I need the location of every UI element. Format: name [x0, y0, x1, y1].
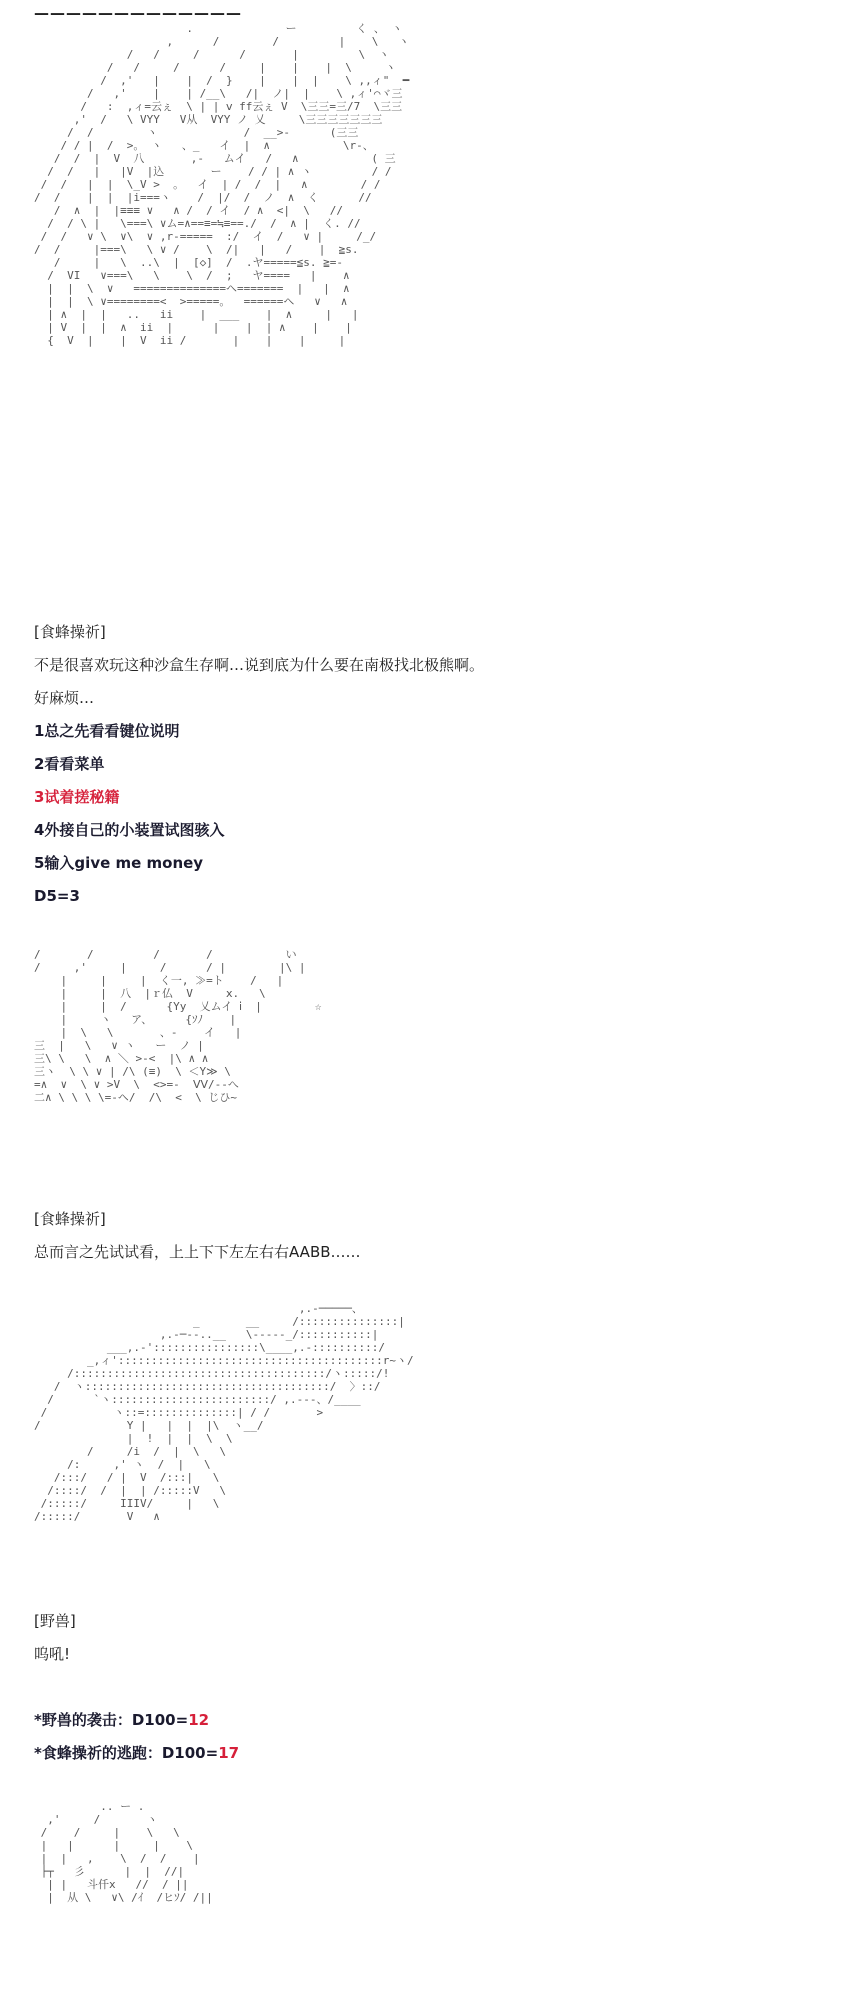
- ascii-art-shokuhou-1: . ー く 、 ヽ , / / | \ ヽ / / / / | \ ヽ / / / / | | | \ ヽ / ,' | | / } | | | \ ,,ィ" ━ / ,' | | /__\ /| ノ| | \ ,ィ'⌒ヾ三 / : ,ィ=云ぇ \ | | ⅴ ff云ぇ V \三三=三/7 \三三 ,' / \ VYY V从 VYY ノ 乂 \三三三三三三三 / / ヽ / __>- (三三 / / | / >。 ヽ 、_ イ | ∧ \r-、 / / | V 八 ,- ムイ / ∧ ( 三 / / | |V |込 ー / / | ∧ ヽ / / / / | | \_V > 。 イ | / / | ∧ / / / / | | |i===ヽ / |/ / ノ ∧ く // / ∧ | |≡≡≡ ∨ ∧ / / イ / ∧ <| \ // / / \ | \===\ ∨ム=∧==≡=≒≡==./ / ∧ | く. // / / ∨ \ ∨\ ∨ ,r-===== :/ イ / ∨ | /_/ / / |===\ \ ∨ / \ /| | / | ≧s. / | \ ..\ | [◇] / .ヤ=====≦s. ≧=- / VI ∨===\ \ \ / ; ヤ==== | ∧ | | \ ∨ ==============ヘ======= | | ∧ | | \ ∨========< >=====。 ======ヘ ∨ ∧ | ∧ | | .. ii | ___ | ∧ | | | V | | ∧ ii | | | | ∧ | | { V | | V ii / | | | |: [34, 22, 410, 347]
- roll-beast-attack-label: *野兽的袭击：D100=: [34, 1711, 189, 1729]
- ascii-art-shokuhou-2: / / / / い / ,' | / / | |\ | | | | く一, ≫=ト / | | | 八 |ｒ仏 V ⅹ. \ | | / {Yy 乂ムイ ⅰ | ☆ | ヽ ア、 {ｿﾉ | | \ \ 、- イ | 三 | \ ∨ ヽ ー ノ | 三\ \ \ ∧ ＼ >-< |\ ∧ ∧ 三ヽ \ \ ∨ | /\ (≡) \ ＜Y≫ \ =∧ ∨ \ ∨ >V \ <>=- ⅤⅤ/--へ 二∧ \ \ \ \=-ヘ/ /\ < \ じひ~: [34, 948, 322, 1104]
- dialogue-line-3: 总而言之先试试看，上上下下左左右右AABB……: [34, 1243, 361, 1261]
- ascii-art-beast: ,.-─────、 _ __ /:::::::::::::::| ,.-─--..__ \-----_/:::::::::::| ___,.-'::::::::::::::::\____,.-::::::::::/ _,ィ'::::::::::::::::::::::::::::::::::::::::r~ヽ/ /::::::::::::::::::::::::::::::::::::::/ヽ:::::/! / ヽ:::::::::::::::::::::::::::::::::::::/ 〉::/ / `ヽ::::::::::::::::::::::::/ ,.-‐-、/____ / ヽ::=::::::::::::::| / / > / Y | | | |\ ヽ__/ | ! | | \ \ / /i / | \ \ /: ,' ヽ / | \ /:::/ / | V /:::| \ /::::/ / | | /:::::V \ /:::::/ IIIV/ | \ /:::::/ V ∧: [34, 1302, 414, 1523]
- dice-result: D5=3: [34, 887, 80, 905]
- roll-beast-attack: [34, 1709, 209, 1731]
- speaker-label-1: [食蜂操祈]: [34, 623, 106, 641]
- ascii-art-shokuhou-3: .. ー . ,' / ヽ / / | \ \ | | | | \ | | , \ / / | ├┬ 彡 | | //| | | 斗仟x // / || | 从 \ ∨\ /ｲ /ヒｿ/ /||: [40, 1800, 213, 1904]
- option-4: 4外接自己的小装置试图骇入: [34, 821, 225, 839]
- option-1: 1总之先看看键位说明: [34, 722, 180, 740]
- option-3-selected: 3试着搓秘籍: [34, 788, 120, 806]
- roll-shokuhou-escape-value: 17: [218, 1744, 240, 1762]
- speaker-label-3: [野兽]: [34, 1612, 76, 1630]
- dialogue-line-4: 呜吼!: [34, 1645, 71, 1663]
- roll-shokuhou-escape-label: *食蜂操祈的逃跑：D100=: [34, 1744, 219, 1762]
- top-divider: —————————————: [34, 4, 242, 22]
- roll-beast-attack-value: 12: [188, 1711, 210, 1729]
- roll-shokuhou-escape: [34, 1742, 239, 1764]
- speaker-label-2: [食蜂操祈]: [34, 1210, 106, 1228]
- dialogue-line-1: 不是很喜欢玩这种沙盒生存啊…说到底为什么要在南极找北极熊啊。: [34, 656, 485, 674]
- option-2: 2看看菜单: [34, 755, 105, 773]
- option-5: 5输入give me money: [34, 854, 204, 872]
- dialogue-line-2: 好麻烦…: [34, 689, 95, 707]
